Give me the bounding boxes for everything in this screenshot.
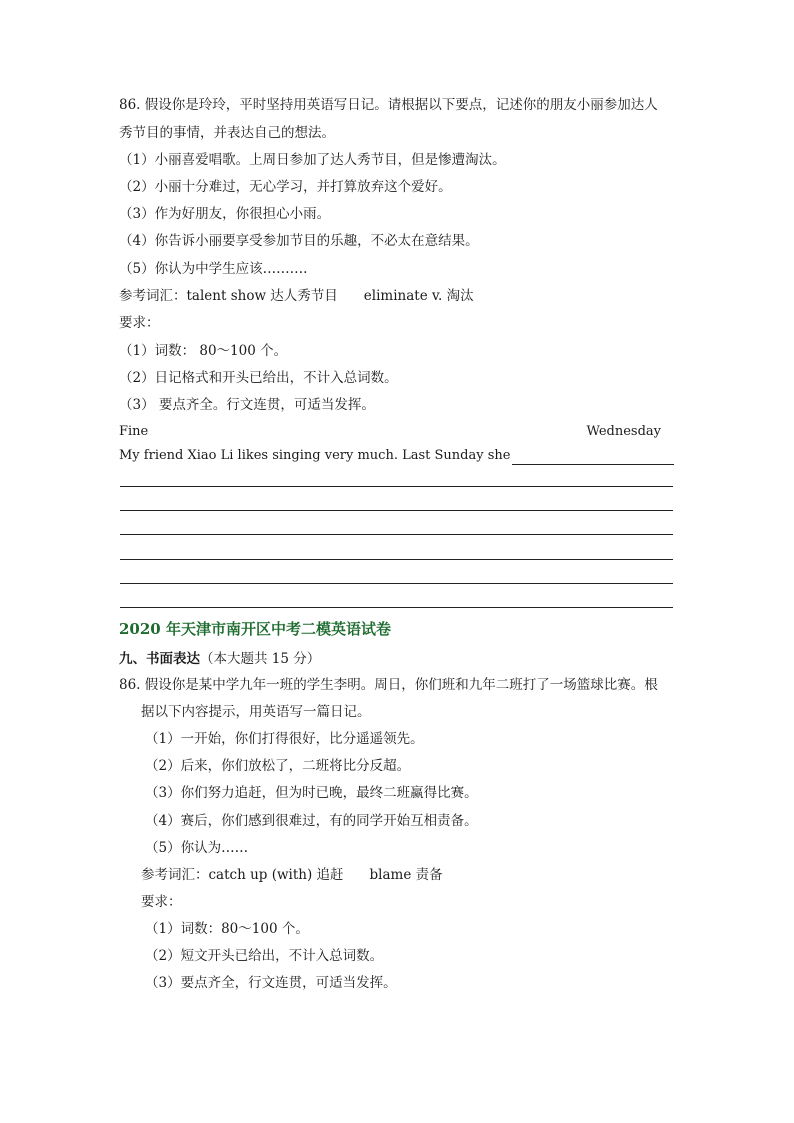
question-86b-line-2: 据以下内容提示，用英语写一篇日记。 [141, 704, 371, 720]
point-b-1: （1）一开始，你们打得很好，比分遥遥领先。 [145, 731, 424, 747]
point-4: （4）你告诉小丽要享受参加节目的乐趣，不必太在意结果。 [119, 233, 479, 249]
point-b-4: （4）赛后，你们感到很难过，有的同学开始互相责备。 [145, 813, 478, 829]
point-b-2: （2）后来，你们放松了，二班将比分反超。 [145, 758, 411, 774]
answer-line[interactable] [120, 534, 673, 535]
requirements-label: 要求： [119, 315, 160, 331]
point-b-5: （5）你认为…… [145, 840, 249, 856]
vocab-blame: blame 责备 [369, 867, 443, 883]
diary-weekday: Wednesday [586, 424, 661, 439]
vocab-label: 参考词汇： [119, 288, 187, 304]
question-86b-line-1: 86. 假设你是某中学九年一班的学生李明。周日，你们班和九年二班打了一场篮球比赛。根 [119, 677, 658, 693]
answer-line[interactable] [120, 607, 673, 608]
point-1: （1）小丽喜爱唱歌。上周日参加了达人秀节目，但是惨遭淘汰。 [119, 152, 506, 168]
exam-title: 2020 年天津市南开区中考二模英语试卷 [119, 620, 391, 638]
diary-first-line [119, 447, 674, 465]
requirements-label-b: 要求： [141, 894, 182, 910]
section-heading [119, 647, 320, 667]
vocab-label-b: 参考词汇： [141, 867, 209, 883]
answer-line[interactable] [120, 510, 673, 511]
vocab-talent-show: talent show 达人秀节目 [186, 288, 338, 304]
vocab-line-b [141, 866, 443, 884]
diary-header [119, 423, 661, 441]
requirement-b-2: （2）短文开头已给出，不计入总词数。 [145, 948, 384, 964]
answer-line[interactable] [120, 559, 673, 560]
diary-opening-sentence: My friend Xiao Li likes singing very much. Last Sunday she [119, 448, 511, 463]
answer-blank-line[interactable] [512, 450, 674, 465]
vocab-eliminate: eliminate v. 淘汰 [363, 288, 474, 304]
section-title: 九、书面表达 [119, 651, 200, 667]
point-b-3: （3）你们努力追赶，但为时已晚，最终二班赢得比赛。 [145, 785, 478, 801]
requirement-b-3: （3）要点齐全，行文连贯，可适当发挥。 [145, 975, 397, 991]
section-score-note: （本大题共 15 分） [200, 651, 321, 667]
answer-line[interactable] [120, 486, 673, 487]
answer-line[interactable] [120, 583, 673, 584]
vocab-catch-up: catch up (with) 追赶 [208, 867, 344, 883]
question-86-line-1: 86. 假设你是玲玲，平时坚持用英语写日记。请根据以下要点，记述你的朋友小丽参加达人 [119, 97, 658, 113]
diary-weather: Fine [119, 424, 149, 439]
point-5: （5）你认为中学生应该………. [119, 261, 308, 277]
vocab-line [119, 287, 474, 305]
requirement-b-1: （1）词数：80～100 个。 [145, 921, 309, 937]
requirement-3: （3） 要点齐全。行文连贯，可适当发挥。 [119, 397, 375, 413]
point-3: （3）作为好朋友，你很担心小雨。 [119, 206, 331, 222]
question-86-line-2: 秀节目的事情，并表达自己的想法。 [119, 125, 335, 141]
requirement-2: （2）日记格式和开头已给出，不计入总词数。 [119, 370, 398, 386]
requirement-1: （1）词数： 80～100 个。 [119, 343, 288, 359]
point-2: （2）小丽十分难过，无心学习，并打算放弃这个爱好。 [119, 179, 452, 195]
